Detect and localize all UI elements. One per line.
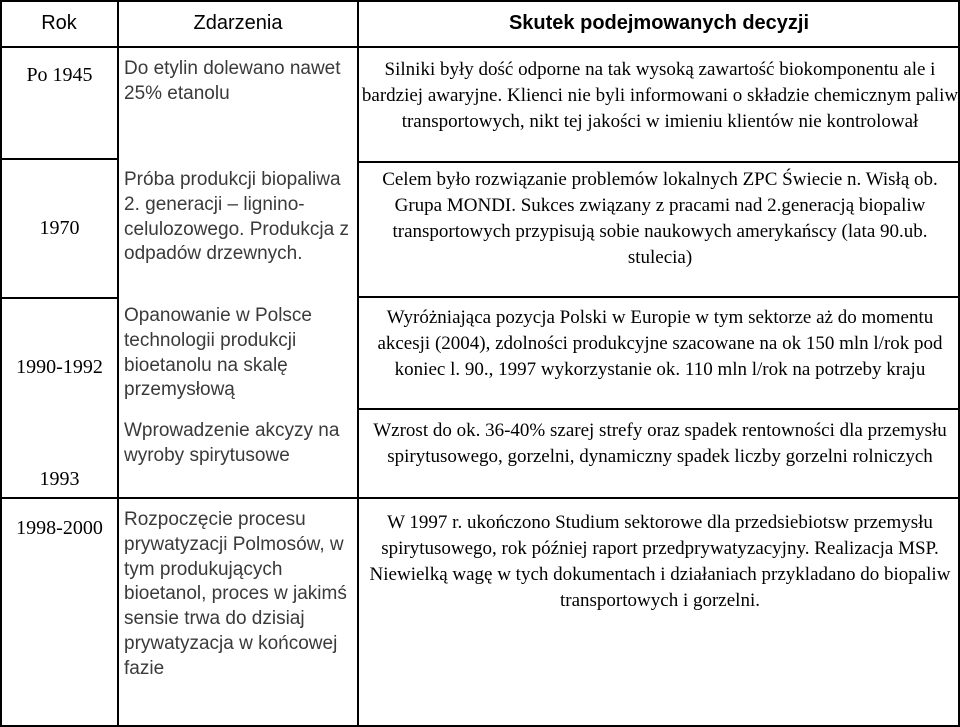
- row-divider-effect-2: [358, 296, 960, 298]
- row-divider-year-2: [0, 297, 118, 299]
- row-3-year: 1990-1992: [16, 356, 103, 378]
- header-divider: [0, 46, 960, 48]
- row-5-event: Rozpoczęcie procesu prywatyzacji Polmosów, w tym produkujących bioetanol, proces w jakimś sensie trwa do dzisiaj prywatyzacja w końcowej fazie: [124, 509, 347, 679]
- row-2-effect: Celem było rozwiązanie problemów lokalnych ZPC Świecie n. Wisłą ob. Grupa MONDI. Sukces związany z pracami nad 2.generacją biopaliw transportowych przypisują sobie naukowych amerykańscy (lata 90.ub. stulecia): [382, 169, 938, 268]
- row-5-effect: W 1997 r. ukończono Studium sektorowe dla przedsiebiotsw przemysłu spirytusowego, rok później raport przedprywatyzacyjny. Realizacja MSP. Niewielką wagę w tych dokumentach i działaniach przykladano do biopaliw transportowych i gorzelni.: [369, 512, 951, 611]
- row-divider-effect-3: [358, 408, 960, 410]
- column-divider-1: [117, 0, 119, 727]
- row-4-effect: Wzrost do ok. 36-40% szarej strefy oraz spadek rentowności dla przemysłu spirytusowego, gorzelni, dynamiczny spadek liczby gorzelni rolniczych: [373, 420, 947, 467]
- row-3-event: Opanowanie w Polsce technologii produkcji bioetanolu na skalę przemysłową: [124, 305, 312, 401]
- row-1-effect: Silniki były dość odporne na tak wysoką zawartość biokomponentu ale i bardziej awaryjne. Klienci nie byli informowani o składzie chemicznym paliw transportowych, nikt tej jakości w imieniu klientów nie kontrolował: [361, 59, 959, 132]
- row-divider-4: [0, 497, 960, 499]
- row-1-year: Po 1945: [26, 64, 93, 86]
- border-top: [0, 0, 960, 2]
- header-year: Rok: [41, 11, 77, 34]
- header-effects: Skutek podejmowanych decyzji: [508, 11, 810, 34]
- row-2-year: 1970: [39, 217, 80, 239]
- row-5-year: 1998-2000: [16, 517, 103, 539]
- column-divider-2: [357, 0, 359, 727]
- row-4-event: Wprowadzenie akcyzy na wyroby spirytusowe: [124, 420, 340, 466]
- row-divider-year-1: [0, 158, 118, 160]
- header-events: Zdarzenia: [193, 11, 283, 34]
- row-2-event: Próba produkcji biopaliwa 2. generacji – lignino-celulozowego. Produkcja z odpadów drzewnych.: [124, 169, 349, 265]
- row-1-event: Do etylin dolewano nawet 25% etanolu: [124, 58, 341, 104]
- row-4-year: 1993: [39, 468, 80, 490]
- row-divider-effect-1: [358, 161, 960, 163]
- row-3-effect: Wyróżniająca pozycja Polski w Europie w tym sektorze aż do momentu akcesji (2004), zdolności produkcyjne szacowane na ok 150 mln l/rok pod koniec l. 90., 1997 wykorzystanie ok. 110 mln l/rok na potrzeby kraju: [377, 307, 943, 380]
